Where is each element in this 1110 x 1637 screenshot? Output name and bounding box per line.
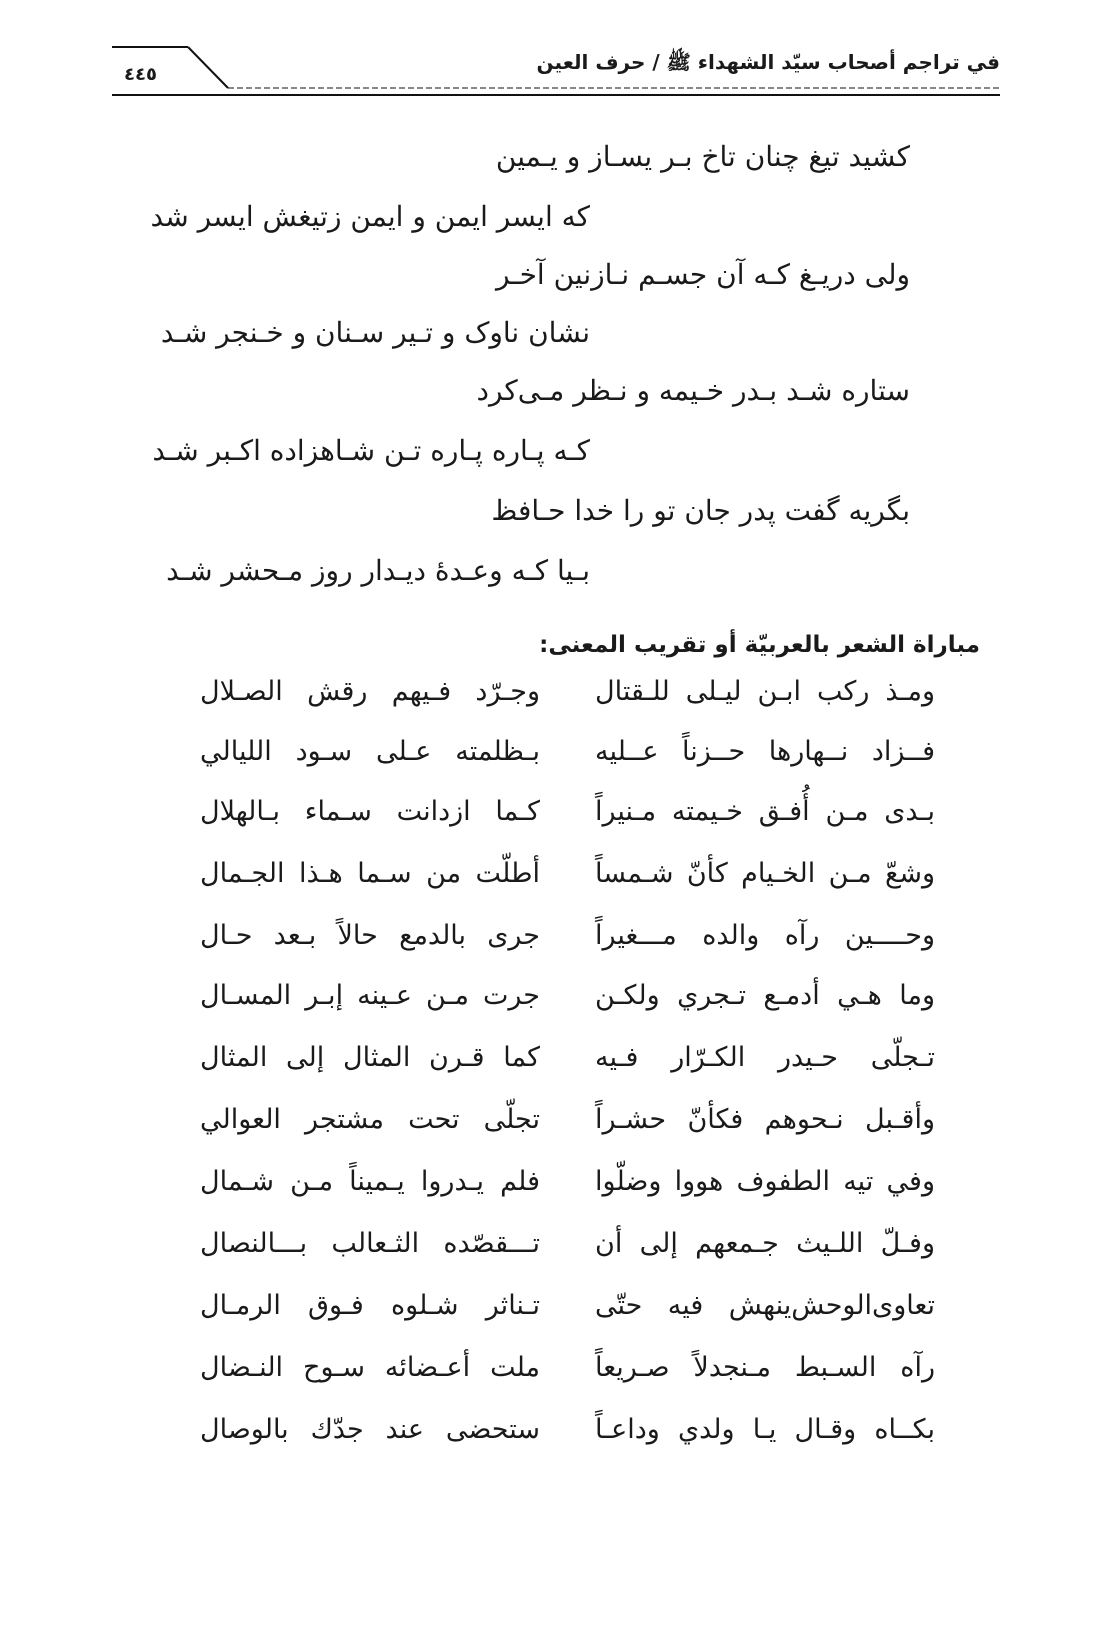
verse-row <box>0 736 1110 786</box>
verse-row <box>0 1352 1110 1402</box>
first-hemistich: فــزاد نــهارها حــزناً عــليه <box>595 736 935 767</box>
second-hemistich: تجلّى تحت مشتجر العوالي <box>200 1104 540 1135</box>
persian-line: كه ايسر ايمن و ايمن زتيغش ايسر شد <box>150 200 590 233</box>
second-hemistich: وجـرّد فـيهم رقش الصـلال <box>200 676 540 707</box>
verse-row <box>0 1166 1110 1216</box>
verse-row <box>0 796 1110 846</box>
second-hemistich: ملت أعـضائه سـوح النـضال <box>200 1352 540 1383</box>
first-hemistich: وأقـبل نـحوهم فكأنّ حشـراً <box>595 1104 935 1135</box>
persian-line: بگريه گفت پدر جان تو را خدا حـافظ <box>491 494 910 527</box>
second-hemistich: جرت مـن عـينه إبـر المسـال <box>200 980 540 1011</box>
second-hemistich: بـظلمته عـلى سـود الليالي <box>200 736 540 767</box>
verse-row <box>0 920 1110 970</box>
persian-line: كشيد تيغ چنان تاخ بـر يسـاز و يـمين <box>495 140 910 173</box>
verse-row <box>0 676 1110 726</box>
first-hemistich: تعاوى‌الوحش‌ينهش فيه حتّى <box>595 1290 935 1321</box>
second-hemistich: كـما ازدانت سـماء بـالهلال <box>200 796 540 827</box>
verse-row <box>0 1042 1110 1092</box>
first-hemistich: رآه السـبط مـنجدلاً صـريعاً <box>595 1352 935 1383</box>
first-hemistich: وشعّ مـن الخـيام كأنّ شـمساً <box>595 858 935 889</box>
first-hemistich: بـدى مـن أُفـق خـيمته مـنيراً <box>595 796 935 827</box>
verse-row <box>0 1414 1110 1464</box>
section-heading: مباراة الشعر بالعربيّة أو تقريب المعنى: <box>539 632 980 658</box>
persian-line: بـيا كـه وعـدهٔ ديـدار روز مـحشر شـد <box>166 554 590 587</box>
verse-row <box>0 1228 1110 1278</box>
running-header-title: في تراجم أصحاب سيّد الشهداء ﷺ / حرف العين <box>536 50 1000 74</box>
verse-row <box>0 980 1110 1030</box>
second-hemistich: فلم يـدروا يـميناً مـن شـمال <box>200 1166 540 1197</box>
second-hemistich: ستحضى عند جدّك بالوصال <box>200 1414 540 1445</box>
first-hemistich: وفي تيه الطفوف هووا وضلّوا <box>595 1166 935 1197</box>
second-hemistich: جرى بالدمع حالاً بـعد حـال <box>200 920 540 951</box>
first-hemistich: وفـلّ اللـيث جـمعهم إلى أن <box>595 1228 935 1259</box>
second-hemistich: أطلّت من سـما هـذا الجـمال <box>200 858 540 889</box>
first-hemistich: وحــــين رآه والده مـــغيراً <box>595 920 935 951</box>
second-hemistich: تـناثر شـلوه فـوق الرمـال <box>200 1290 540 1321</box>
persian-line: ولى دريـغ كـه آن جسـم نـازنين آخـر <box>495 258 910 291</box>
page-number: ٤٤٥ <box>124 64 157 85</box>
persian-line: ستاره شـد بـدر خـيمه و نـظر مـى‌كرد <box>476 374 910 407</box>
persian-line: كـه پـاره پـاره تـن شـاهزاده اكـبر شـد <box>152 434 590 467</box>
verse-row <box>0 1104 1110 1154</box>
verse-row <box>0 858 1110 908</box>
first-hemistich: بكــاه وقـال يـا ولدي وداعـاً <box>595 1414 935 1445</box>
verse-row <box>0 1290 1110 1340</box>
first-hemistich: وما هـي أدمـع تـجري ولكـن <box>595 980 935 1011</box>
second-hemistich: تـــقصّده الثـعالب بـــالنصال <box>200 1228 540 1259</box>
second-hemistich: كما قـرن المثال إلى المثال <box>200 1042 540 1073</box>
persian-line: نشان ناوک و تـير سـنان و خـنجر شـد <box>160 316 590 349</box>
first-hemistich: تـجلّى حـيدر الكـرّار فـيه <box>595 1042 935 1073</box>
first-hemistich: ومـذ ركب ابـن ليـلى للـقتال <box>595 676 935 707</box>
